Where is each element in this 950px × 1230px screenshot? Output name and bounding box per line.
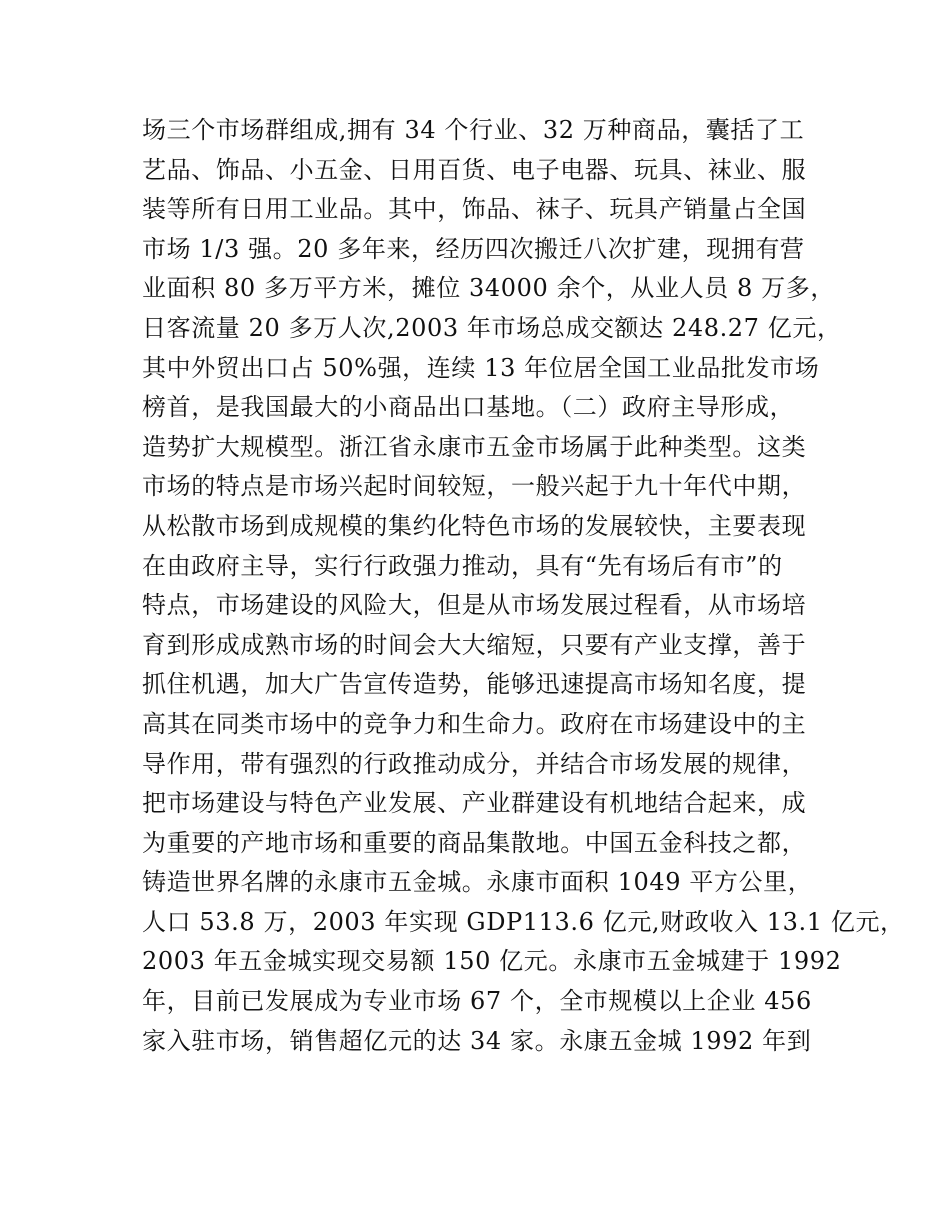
text-line: 其中外贸出口占 50%强，连续 13 年位居全国工业品批发市场 — [142, 353, 820, 382]
text-line: 从松散市场到成规模的集约化特色市场的发展较快，主要表现 — [142, 511, 807, 540]
text-line: 铸造世界名牌的永康市五金城。永康市面积 1049 平方公里， — [142, 868, 813, 897]
text-line: 高其在同类市场中的竞争力和生命力。政府在市场建设中的主 — [142, 709, 807, 738]
text-line: 特点，市场建设的风险大，但是从市场发展过程看，从市场培 — [142, 591, 807, 620]
text-line: 抓住机遇，加大广告宣传造势，能够迅速提高市场知名度，提 — [142, 670, 807, 699]
text-line: 年，目前已发展成为专业市场 67 个，全市规模以上企业 456 — [142, 987, 812, 1016]
text-line: 把市场建设与特色产业发展、产业群建设有机地结合起来，成 — [142, 789, 807, 818]
text-line: 2003 年五金城实现交易额 150 亿元。永康市五金城建于 1992 — [142, 947, 842, 976]
text-line: 导作用，带有强烈的行政推动成分，并结合市场发展的规律， — [142, 749, 807, 778]
text-line: 装等所有日用工业品。其中，饰品、袜子、玩具产销量占全国 — [142, 195, 807, 224]
text-line: 场三个市场群组成,拥有 34 个行业、32 万种商品，囊括了工 — [142, 116, 805, 144]
text-line: 家入驻市场，销售超亿元的达 34 家。永康五金城 1992 年到 — [142, 1026, 812, 1055]
text-line: 日客流量 20 多万人次,2003 年市场总成交额达 248.27 亿元， — [142, 313, 842, 342]
text-line: 为重要的产地市场和重要的商品集散地。中国五金科技之都， — [142, 828, 807, 857]
text-line: 造势扩大规模型。浙江省永康市五金市场属于此种类型。这类 — [142, 432, 807, 461]
text-line: 市场 1/3 强。20 多年来，经历四次搬迁八次扩建，现拥有营 — [142, 234, 805, 263]
text-line: 在由政府主导，实行行政强力推动，具有“先有场后有市”的 — [142, 551, 783, 580]
text-line: 艺品、饰品、小五金、日用百货、电子电器、玩具、袜业、服 — [142, 155, 807, 184]
body-text — [142, 111, 905, 1061]
text-line: 业面积 80 多万平方米，摊位 34000 余个，从业人员 8 万多， — [142, 274, 835, 303]
text-line: 育到形成成熟市场的时间会大大缩短，只要有产业支撑，善于 — [142, 630, 807, 659]
text-line: 人口 53.8 万，2003 年实现 GDP113.6 亿元,财政收入 13.1 亿元， — [142, 907, 905, 936]
text-line: 市场的特点是市场兴起时间较短，一般兴起于九十年代中期， — [142, 472, 807, 501]
text-line: 榜首，是我国最大的小商品出口基地。（二）政府主导形成， — [142, 393, 795, 422]
